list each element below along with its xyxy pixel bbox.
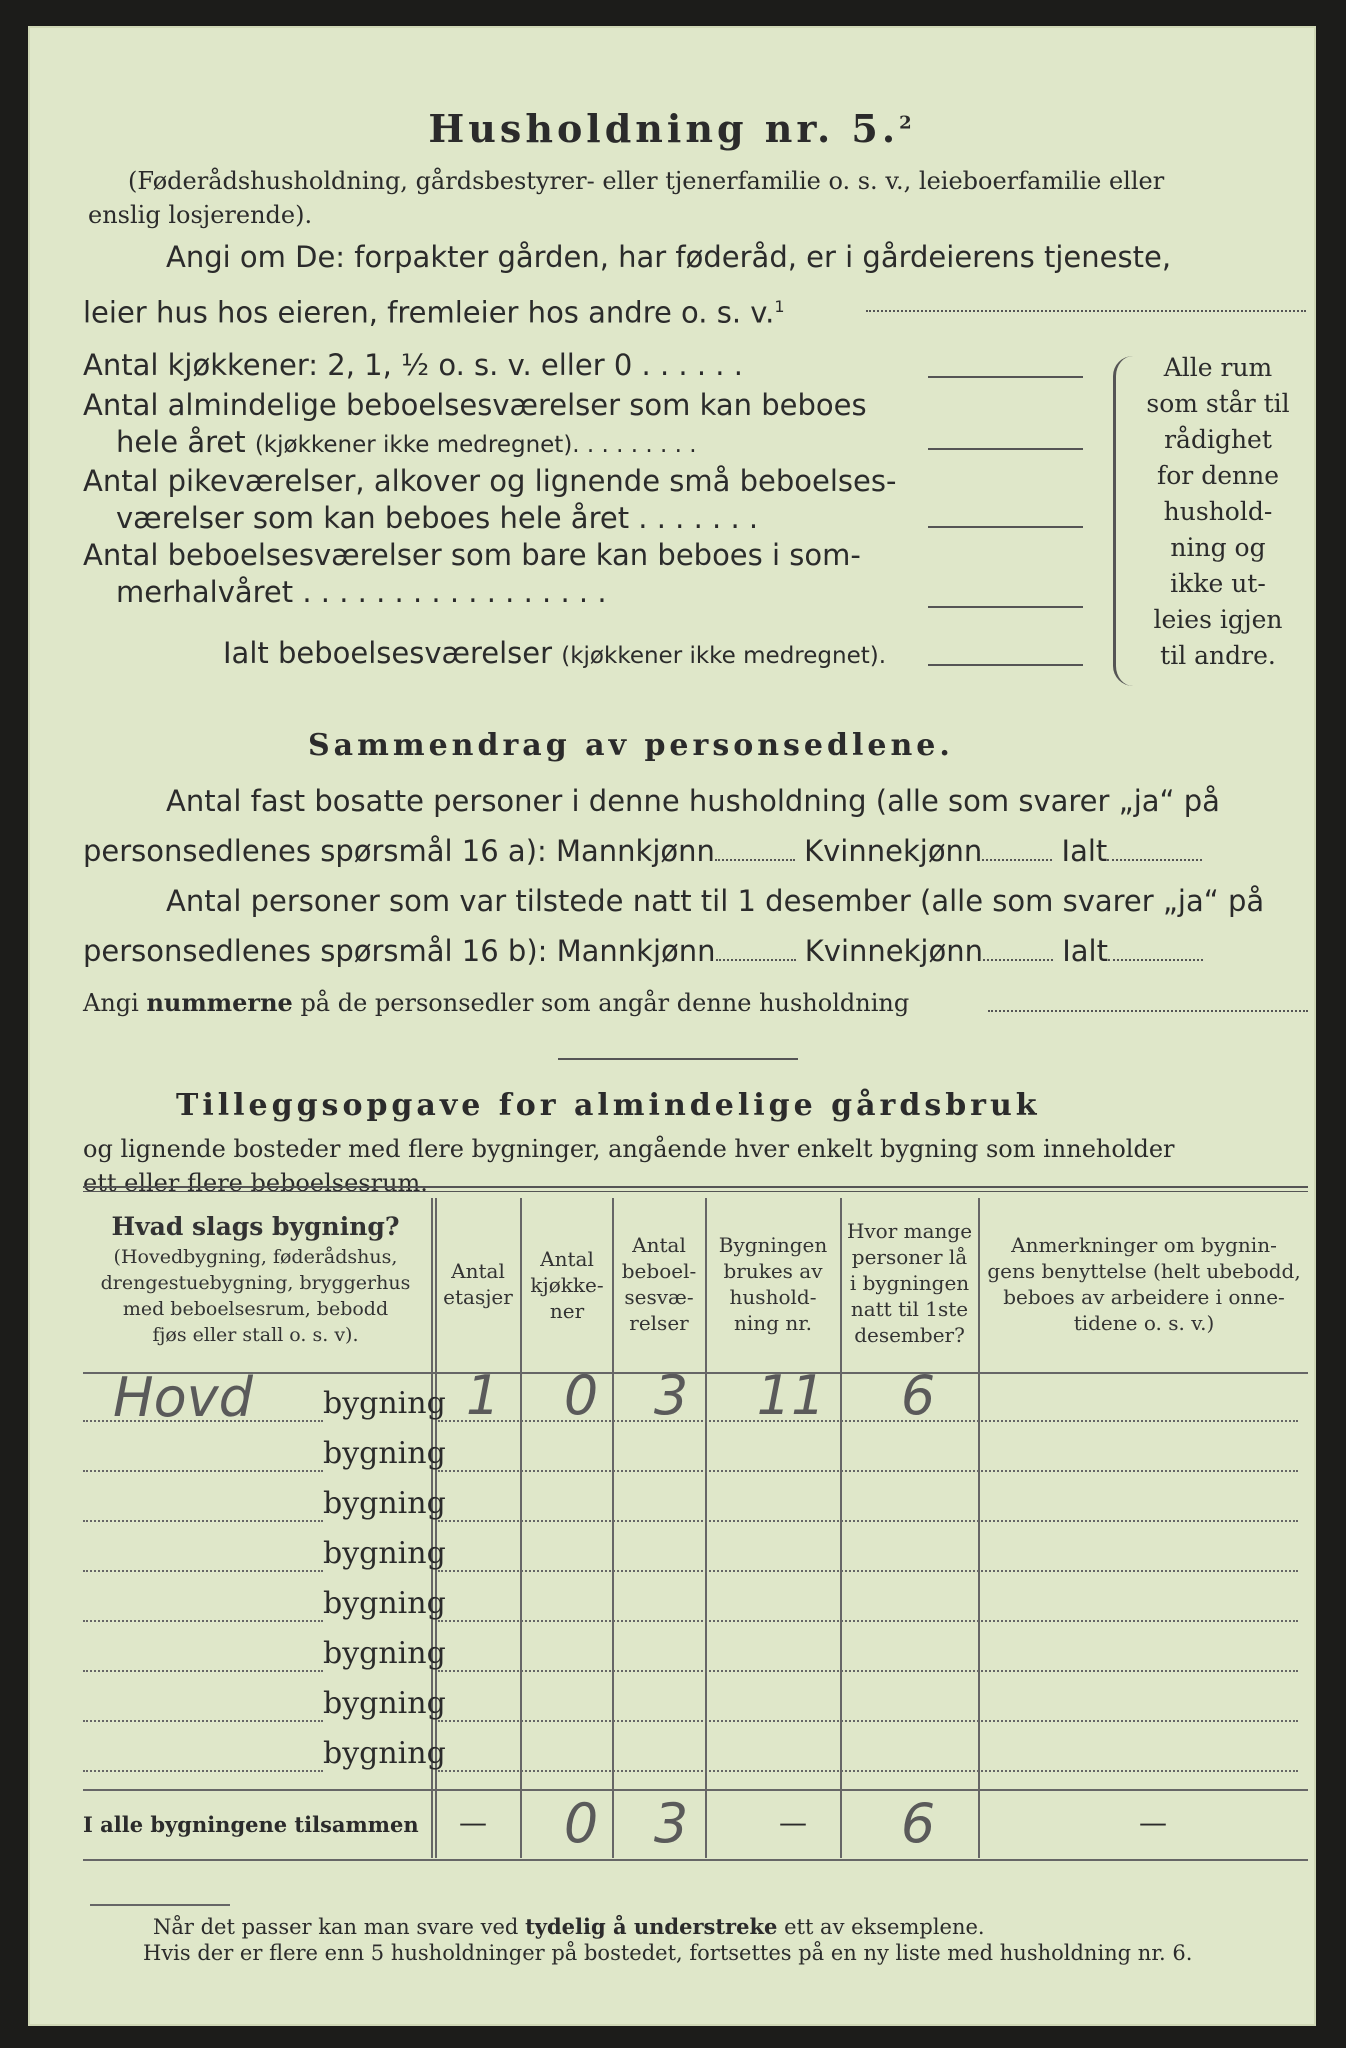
col-header-text: i bygningen [849, 1271, 970, 1295]
col-header-text: relser [629, 1311, 689, 1335]
summary-tilstede-line2 [83, 926, 1313, 976]
table-header-rule [83, 1372, 1308, 1374]
cell-husholdning: 11 [756, 1364, 826, 1427]
col-header-text: gens benyttelse (helt ubebodd, [987, 1259, 1301, 1283]
supplement-heading: Tilleggsopgave for almindelige gårdsbruk [176, 1088, 1041, 1123]
col-header-text: hushold- [729, 1285, 817, 1309]
footnote-1a: Når det passer kan man svare ved [153, 1915, 519, 1939]
page-title [28, 106, 1316, 151]
col-header-text: personer lå [851, 1245, 968, 1269]
col-header-text: ning nr. [734, 1311, 812, 1335]
row-type-handwritten: Hovd [113, 1366, 253, 1429]
table-row[interactable] [83, 1528, 1308, 1578]
row-type-line [83, 1670, 323, 1672]
total-row-label: I alle bygningene tilsammen [83, 1812, 419, 1837]
footnote-1b: ett av eksemplene. [784, 1915, 985, 1939]
fast-female-label: Kvinnekjønn [804, 834, 983, 868]
row-type-line [83, 1620, 323, 1622]
col-header-text: tidene o. s. v.) [1073, 1311, 1215, 1335]
supplement-sub-line2: ett eller flere beboelsesrum. [83, 1169, 428, 1197]
row-suffix: bygning [323, 1736, 446, 1771]
col-header-anmerkninger [980, 1232, 1308, 1336]
table-row[interactable] [83, 1478, 1308, 1528]
col-header-text: beboes av arbeidere i onne- [1003, 1285, 1285, 1309]
side-note-line: som står til [1146, 389, 1290, 418]
maid-rooms-label-2: værelser som kan beboes hele året . . . . . . . [116, 501, 759, 535]
col-header-text: kjøkke- [530, 1273, 604, 1297]
footnote-1-bold: tydelig å understreke [525, 1914, 778, 1939]
col-header-text: Hvor mange [846, 1219, 973, 1243]
cell-vaerelser: 3 [653, 1364, 689, 1427]
col-header-text: beboel- [621, 1259, 697, 1283]
row-cells-line [438, 1770, 1298, 1772]
total-husholdning: — [779, 1806, 807, 1839]
person-numbers-field[interactable] [988, 1010, 1308, 1012]
row-cells-line [438, 1520, 1298, 1522]
total-personer: 6 [900, 1792, 936, 1855]
summary-angi-line [83, 984, 909, 1022]
tilstede-female-field[interactable] [983, 959, 1053, 961]
summary-fast-line2 [83, 826, 1313, 876]
summary-tilstede-line1: Antal personer som var tilstede natt til 1 desember (alle som svarer „ja“ på [166, 884, 1265, 918]
col-header-text: Bygningen [718, 1233, 828, 1257]
intro-angi-line2-text: leier hus hos eieren, fremleier hos andre o. s. v. [83, 295, 775, 330]
fast-female-field[interactable] [982, 859, 1052, 861]
table-bottom-rule [83, 1859, 1308, 1861]
side-note-line: ning og [1170, 533, 1266, 562]
forhold-answer-line[interactable] [866, 310, 1306, 312]
total-rooms-note: (kjøkkener ikke medregnet). [561, 643, 887, 669]
table-row[interactable] [83, 1678, 1308, 1728]
supplement-sub-line1: og lignende bosteder med flere bygninger, angående hver enkelt bygning som inneholder [83, 1135, 1175, 1163]
intro-paren [88, 164, 1308, 232]
row-type-line [83, 1570, 323, 1572]
col-header-personer [842, 1218, 977, 1348]
total-anmerkninger: — [1139, 1806, 1167, 1839]
col-header-type-sub: med beboelsesrum, bebodd [122, 1298, 389, 1320]
col-header-etasjer [437, 1258, 519, 1310]
maid-rooms-label-1: Antal pikeværelser, alkover og lignende små beboelses- [83, 464, 897, 498]
col-header-text: Antal [632, 1233, 686, 1257]
side-note-line: rådighet [1164, 425, 1272, 454]
col-header-type-sub: (Hovedbygning, føderådshus, [113, 1246, 398, 1268]
cell-kjokkener: 0 [563, 1364, 599, 1427]
row-type-line [83, 1470, 323, 1472]
total-vaerelser: 3 [653, 1792, 689, 1855]
row-cells-line [438, 1670, 1298, 1672]
side-note-line: ikke ut- [1170, 569, 1266, 598]
footnotes [143, 1914, 1303, 1966]
tilstede-male-label: personsedlenes spørsmål 16 b): Mannkjønn [83, 934, 716, 968]
col-header-text: Antal [540, 1247, 594, 1271]
col-header-type-title: Hvad slags bygning? [111, 1212, 400, 1241]
col-header-husholdning [707, 1232, 839, 1336]
row-suffix: bygning [323, 1686, 446, 1721]
side-note-line: Alle rum [1163, 353, 1273, 382]
intro-paren-line2: enslig losjerende). [88, 201, 313, 229]
table-row[interactable] [83, 1628, 1308, 1678]
side-note-line: til andre. [1160, 641, 1276, 670]
row-suffix: bygning [323, 1586, 446, 1621]
col-header-text: ner [549, 1299, 585, 1323]
table-row[interactable] [83, 1428, 1308, 1478]
tilstede-male-field[interactable] [716, 959, 796, 961]
title-text: Husholdning nr. 5. [428, 106, 900, 151]
cell-personer: 6 [900, 1364, 936, 1427]
col-header-type [83, 1210, 428, 1348]
col-header-text: brukes av [723, 1259, 823, 1283]
cell-etasjer: 1 [465, 1364, 501, 1427]
table-row[interactable] [83, 1578, 1308, 1628]
row-cells-line [438, 1570, 1298, 1572]
col-header-text: Anmerkninger om bygnin- [1011, 1233, 1277, 1257]
summary-heading: Sammendrag av personsedlene. [308, 728, 954, 763]
row-suffix: bygning [323, 1436, 446, 1471]
intro-angi-line2 [83, 282, 785, 338]
intro-footnote-mark: 1 [774, 297, 785, 316]
maid-rooms-answer-line[interactable] [928, 526, 1083, 528]
angi-bold: nummerne [146, 988, 293, 1017]
row-cells-line [438, 1720, 1298, 1722]
col-header-text: sesvæ- [624, 1285, 694, 1309]
footnote-1 [153, 1914, 1303, 1940]
col-header-kjokkener [522, 1246, 612, 1324]
summer-rooms-label-1: Antal beboelsesværelser som bare kan beboes i som- [83, 538, 861, 572]
col-header-text: desember? [854, 1323, 965, 1347]
table-total-row[interactable] [83, 1792, 1308, 1855]
tilstede-female-label: Kvinnekjønn [804, 934, 983, 968]
total-rooms-answer-line[interactable] [928, 664, 1083, 666]
tilstede-total-field[interactable] [1108, 959, 1203, 961]
title-footnote-mark: 2 [899, 112, 916, 134]
summer-rooms-answer-line[interactable] [928, 606, 1083, 608]
intro-paren-line1: (Føderådshusholdning, gårdsbestyrer- eller tjenerfamilie o. s. v., leieboerfamilie eller [128, 167, 1165, 195]
table-row[interactable] [83, 1364, 1308, 1429]
total-rooms-text: Ialt beboelsesværelser [223, 636, 553, 670]
total-rooms-label [223, 634, 886, 675]
ordinary-rooms-answer-line[interactable] [928, 448, 1083, 450]
total-kjokkener: 0 [563, 1792, 599, 1855]
fast-total-label: Ialt [1061, 834, 1108, 868]
side-note [1143, 350, 1293, 674]
col-header-text: natt til 1ste [850, 1297, 969, 1321]
row-cells-line [438, 1620, 1298, 1622]
ordinary-rooms-label-1: Antal almindelige beboelsesværelser som kan beboes [83, 388, 867, 422]
summary-fast-line1: Antal fast bosatte personer i denne husholdning (alle som svarer „ja“ på [166, 784, 1220, 818]
row-type-line [83, 1520, 323, 1522]
angi-prefix: Angi [83, 989, 139, 1017]
row-cells-line [438, 1470, 1298, 1472]
angi-rest: på de personsedler som angår denne husholdning [300, 989, 910, 1017]
table-row[interactable] [83, 1728, 1308, 1778]
ordinary-rooms-label-2 [116, 423, 697, 464]
side-note-line: hushold- [1163, 497, 1273, 526]
side-note-line: leies igjen [1153, 605, 1283, 634]
fast-male-label: personsedlenes spørsmål 16 a): Mannkjønn [83, 834, 715, 868]
row-suffix: bygning [323, 1536, 446, 1571]
col-header-text: etasjer [443, 1285, 513, 1309]
row-type-line [83, 1720, 323, 1722]
ordinary-rooms-label-2a: hele året [116, 425, 246, 459]
row-suffix: bygning [323, 1486, 446, 1521]
fast-total-field[interactable] [1107, 859, 1202, 861]
col-header-text: Antal [451, 1259, 505, 1283]
side-note-brace [1113, 356, 1138, 686]
summer-rooms-label-2: merhalvåret . . . . . . . . . . . . . . . . . [116, 575, 607, 609]
section-divider [558, 1058, 798, 1060]
footnote-rule [90, 1904, 230, 1906]
kitchens-label: Antal kjøkkener: 2, 1, ½ o. s. v. eller 0 . . . . . . [83, 348, 743, 382]
table-top-rule [83, 1186, 1308, 1192]
kitchens-answer-line[interactable] [928, 376, 1083, 378]
row-suffix: bygning [323, 1386, 446, 1421]
side-note-line: for denne [1157, 461, 1279, 490]
fast-male-field[interactable] [715, 859, 795, 861]
row-type-line [83, 1770, 323, 1772]
footnote-2: Hvis der er flere enn 5 husholdninger på bostedet, fortsettes på en ny liste med husholdning nr. 6. [143, 1941, 1193, 1965]
census-form-sheet [28, 26, 1316, 2026]
intro-angi-line1: Angi om De: forpakter gården, har føderåd, er i gårdeierens tjeneste, [166, 240, 1172, 274]
col-header-type-sub: fjøs eller stall o. s. v). [152, 1324, 359, 1346]
table-total-rule [83, 1789, 1308, 1791]
tilstede-total-label: Ialt [1062, 934, 1108, 968]
col-header-vaerelser [614, 1232, 704, 1336]
total-etasjer: — [459, 1806, 487, 1839]
row-suffix: bygning [323, 1636, 446, 1671]
ordinary-rooms-label-2b: (kjøkkener ikke medregnet). . . . . . . . . [254, 432, 697, 458]
col-header-type-sub: drengestuebygning, bryggerhus [100, 1272, 411, 1294]
